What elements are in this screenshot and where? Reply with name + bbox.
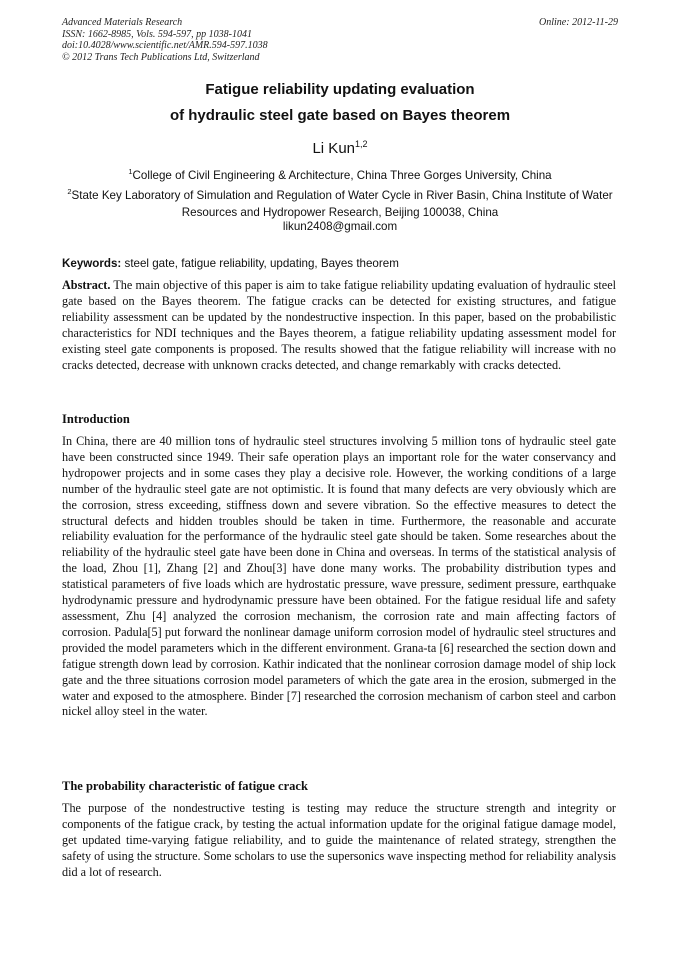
author-name: Li Kun [312,140,356,157]
keywords-text: steel gate, fatigue reliability, updating, Bayes theorem [124,257,399,270]
online-date: Online: 2012-11-29 [539,17,618,28]
introduction-heading: Introduction [62,412,130,426]
paper-title-line-2: of hydraulic steel gate based on Bayes theorem [169,107,511,124]
affiliation-2-mark: 2 [67,187,72,196]
paper-title-line-1: Fatigue reliability updating evaluation [205,81,475,98]
keywords-label: Keywords: [62,257,122,270]
author-email: likun2408@gmail.com [282,220,398,233]
probability-text: The purpose of the nondestructive testing is testing may reduce the structure strength and integrity or components of the fatigue crack, by testing the actual information update for the original fatigue damage model, get updated time-varying fatigue reliability, and to guide the maintenance of related strategy, strengthen the safety of using the structure. Some scholars to use the supersonics wave inspecting method for reliability analysis did a lot of research. [62,801,616,879]
author-affiliation-marks: 1,2 [355,139,368,149]
author [62,139,618,157]
abstract-label: Abstract. [62,278,111,292]
journal-header [62,17,618,63]
abstract [62,278,616,373]
affiliation-2-text: State Key Laboratory of Simulation and Regulation of Water Cycle in River Basin, China Institute of Water Resources and Hydropower Research, Beijing 100038, China [71,188,613,219]
affiliation-1 [62,163,618,184]
journal-name: Advanced Materials Research [62,17,183,28]
keywords [62,257,618,270]
doi-line: doi:10.4028/www.scientific.net/AMR.594-597.1038 [62,40,268,51]
affiliation-1-mark: 1 [128,167,133,176]
introduction-text: In China, there are 40 million tons of hydraulic steel structures involving 5 million tons of hydraulic steel gate have been constructed since 1949. Their safe operation plays an important role for the water conservancy and hydropower projects and in some cases they play a decisive role. However, the working conditions of a large number of the hydraulic steel gate are not optimistic. It is found that many defects are very obviously which are the corrosion, stress exceeding, stiffness down and severe vibration. So the effective measures to detect the structural defects and hidden troubles should be taken in time. Furthermore, the reasonable and accurate reliability evaluation for the performance of the hydraulic steel gate should be taken. Some researches about the reliability of the hydraulic steel gate have been done in China and overseas. In terms of the statistical analysis of the load, Zhou [1], Zhang [2] and Zhou[3] have done many works. The probability distribution types and statistical parameters of five loads which are hydrostatic pressure, wave pressure, sediment pressure, earthquake hydrodynamic pressure and hydrodynamic pressure have been obtained. For the fatigue residual life and safety assessment, Zhu [4] analyzed the corrosion mechanism, the corrosion rate and main affecting factors of corrosion. Padula[5] put forward the nonlinear damage uniform corrosion model of hydraulic steel structures and provided the model parameters which in the different environment. Grana-ta [6] researched the section down and fatigue strength down lead by corrosion. Kathir indicated that the nonlinear corrosion damage model of ship lock gate and the three situations corrosion model parameters of which the gate area in the erosion, submerged in the water and exposed to the atmosphere. Binder [7] researched the corrosion mechanism of carbon steel and carbon nickel alloy steel in the water. [62,434,616,719]
issn-line: ISSN: 1662-8985, Vols. 594-597, pp 1038-1041 [62,28,252,40]
affiliation-1-text: College of Civil Engineering & Architecture, China Three Gorges University, China [132,168,552,182]
probability-heading: The probability characteristic of fatigue crack [62,779,308,793]
copyright-line: © 2012 Trans Tech Publications Ltd, Switzerland [62,51,260,63]
affiliation-2 [62,183,618,221]
abstract-text: The main objective of this paper is aim to take fatigue reliability updating evaluation of hydraulic steel gate based on the Bayes theorem. The fatigue cracks can be detected for existing structures, and fatigue reliability assessment can be updated by the nondestructive inspection. In this paper, based on the probabilistic characteristics for NDI techniques and the Bayes theorem, a fatigue reliability updating assessment model for existing steel gate components is proposed. The results showed that the fatigue reliability will increase with no cracks detected, decrease with unknown cracks detected, and change remarkably with cracks detected. [62,278,616,372]
